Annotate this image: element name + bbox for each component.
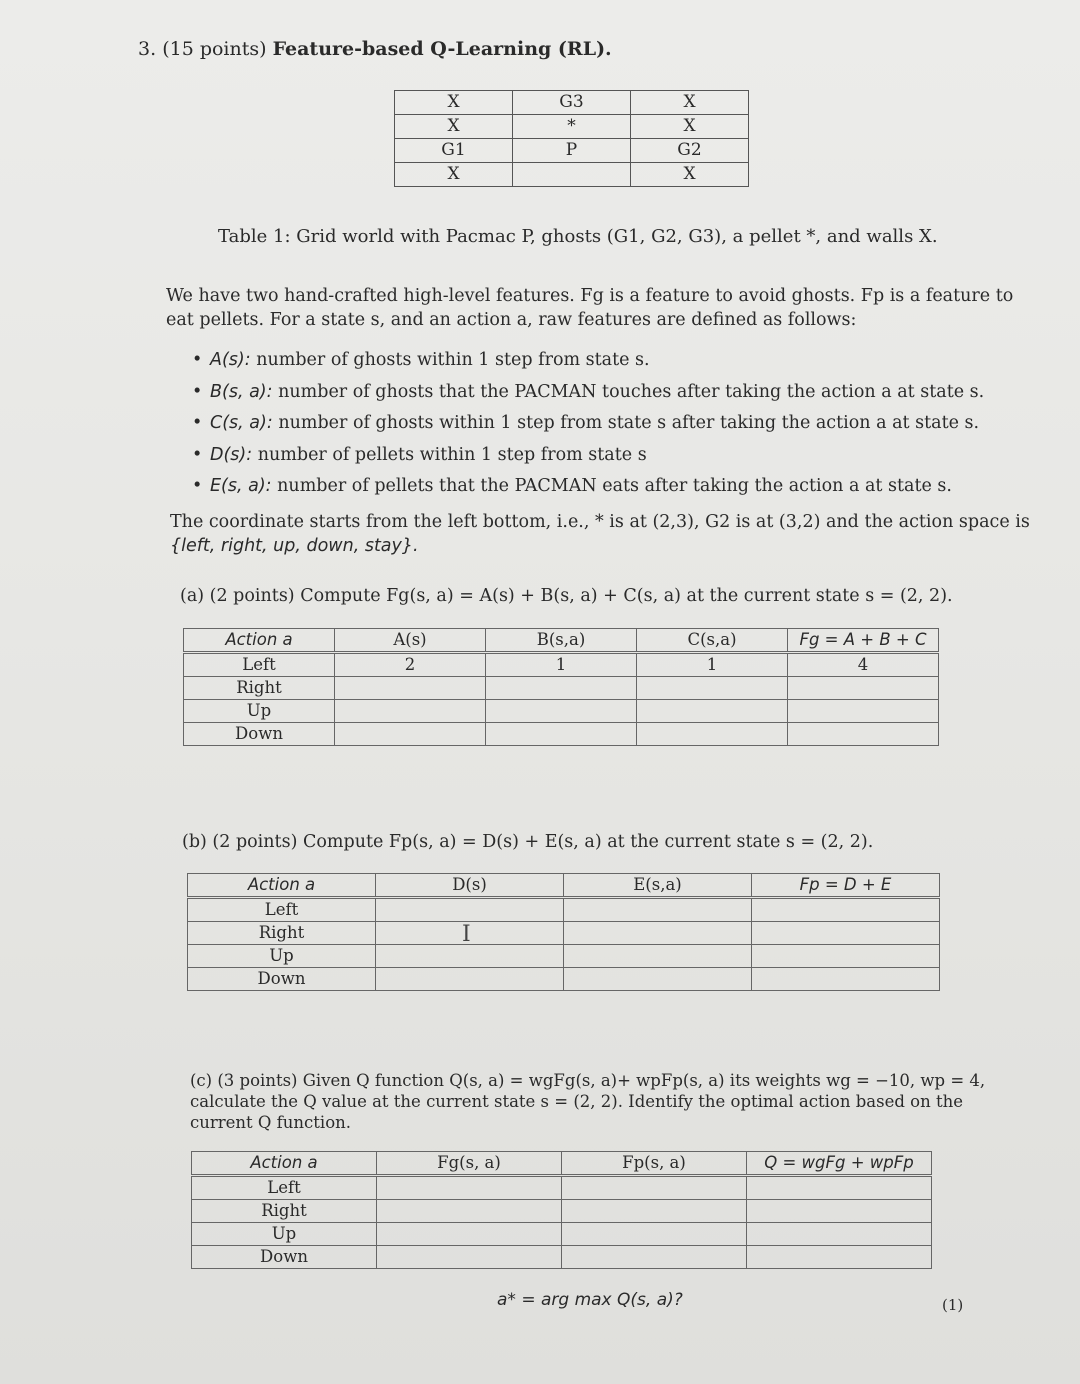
table-row bbox=[188, 945, 940, 968]
answer-cell[interactable] bbox=[376, 968, 564, 991]
table-row bbox=[188, 922, 940, 945]
grid-row bbox=[395, 91, 749, 115]
table-row bbox=[184, 677, 939, 700]
grid-row bbox=[395, 139, 749, 163]
intro-paragraph: We have two hand-crafted high-level features. Fg is a feature to avoid ghosts. Fp is a feature to eat pellets. For a state s, and an action a, raw features are defined as follows: bbox=[166, 286, 1014, 330]
answer-cell[interactable] bbox=[335, 677, 486, 700]
grid-row bbox=[395, 115, 749, 139]
answer-cell[interactable] bbox=[564, 968, 752, 991]
grid-cell: X bbox=[395, 91, 513, 115]
action-label-cell: Left bbox=[188, 898, 376, 922]
answer-cell[interactable] bbox=[637, 677, 788, 700]
column-header: A(s) bbox=[335, 629, 486, 653]
column-header: E(s,a) bbox=[564, 874, 752, 898]
column-header: Q = wgFg + wpFp bbox=[747, 1152, 932, 1176]
feature-item: • C(s, a): number of ghosts within 1 step from state s after taking the action a at state s. bbox=[192, 413, 980, 433]
grid-row bbox=[395, 163, 749, 187]
answer-cell[interactable] bbox=[335, 700, 486, 723]
grid-cell bbox=[513, 163, 631, 187]
grid-cell: X bbox=[631, 91, 749, 115]
table-row bbox=[184, 700, 939, 723]
answer-cell[interactable] bbox=[747, 1246, 932, 1269]
answer-cell[interactable] bbox=[752, 922, 940, 945]
equation-number: (1) bbox=[942, 1296, 964, 1314]
column-header: Fp = D + E bbox=[752, 874, 940, 898]
part-b-header-row bbox=[188, 874, 940, 898]
grid-cell: G1 bbox=[395, 139, 513, 163]
answer-cell[interactable] bbox=[562, 1200, 747, 1223]
part-c-prompt: (c) (3 points) Given Q function Q(s, a) = wgFg(s, a)+ wpFp(s, a) its weights wg = −10, wp = 4, calculate the Q value at the current state s = (2, 2). Identify the optimal action based on the current Q function. bbox=[190, 1071, 986, 1132]
action-label-cell: Right bbox=[188, 922, 376, 945]
feature-item: • A(s): number of ghosts within 1 step from state s. bbox=[192, 350, 650, 370]
action-label-cell: Left bbox=[192, 1176, 377, 1200]
answer-cell[interactable] bbox=[747, 1223, 932, 1246]
answer-cell[interactable] bbox=[486, 723, 637, 746]
answer-cell[interactable] bbox=[752, 968, 940, 991]
answer-cell[interactable] bbox=[377, 1246, 562, 1269]
action-label-cell: Left bbox=[184, 653, 335, 677]
action-label-cell: Down bbox=[184, 723, 335, 746]
answer-cell[interactable] bbox=[564, 922, 752, 945]
part-a-prompt: (a) (2 points) Compute Fg(s, a) = A(s) + B(s, a) + C(s, a) at the current state s = (2, 2). bbox=[180, 586, 953, 606]
part-a-header-row bbox=[184, 629, 939, 653]
answer-cell[interactable] bbox=[562, 1246, 747, 1269]
part-b-table[interactable] bbox=[187, 873, 940, 991]
grid-cell: * bbox=[513, 115, 631, 139]
column-header: Action a bbox=[184, 629, 335, 653]
coordinate-paragraph: The coordinate starts from the left bottom, i.e., * is at (2,3), G2 is at (3,2) and the action space is {left, right, up, down, stay}. bbox=[170, 512, 1030, 556]
part-c-header-row bbox=[192, 1152, 932, 1176]
answer-cell[interactable] bbox=[747, 1200, 932, 1223]
answer-cell[interactable] bbox=[562, 1176, 747, 1200]
text-cursor-icon: I bbox=[462, 922, 471, 947]
feature-list bbox=[192, 345, 1032, 503]
answer-cell[interactable]: 4 bbox=[788, 653, 939, 677]
answer-cell[interactable] bbox=[486, 677, 637, 700]
table-row bbox=[192, 1246, 932, 1269]
answer-cell[interactable] bbox=[377, 1223, 562, 1246]
answer-cell[interactable]: 1 bbox=[637, 653, 788, 677]
part-a-table[interactable] bbox=[183, 628, 939, 746]
answer-cell[interactable] bbox=[752, 945, 940, 968]
answer-cell[interactable] bbox=[637, 700, 788, 723]
table-caption: Table 1: Grid world with Pacmac P, ghosts (G1, G2, G3), a pellet *, and walls X. bbox=[218, 226, 938, 247]
feature-item: • B(s, a): number of ghosts that the PACMAN touches after taking the action a at state s. bbox=[192, 381, 985, 402]
column-header: D(s) bbox=[376, 874, 564, 898]
answer-cell[interactable] bbox=[788, 677, 939, 700]
column-header: Fg(s, a) bbox=[377, 1152, 562, 1176]
table-row bbox=[184, 653, 939, 677]
answer-cell[interactable] bbox=[788, 723, 939, 746]
grid-world-table bbox=[394, 90, 749, 187]
column-header: Fg = A + B + C bbox=[788, 629, 939, 653]
action-label-cell: Up bbox=[192, 1223, 377, 1246]
column-header: Action a bbox=[188, 874, 376, 898]
table-row bbox=[188, 898, 940, 922]
answer-cell[interactable] bbox=[486, 700, 637, 723]
action-label-cell: Right bbox=[184, 677, 335, 700]
answer-cell[interactable]: 1 bbox=[486, 653, 637, 677]
table-row bbox=[184, 723, 939, 746]
grid-cell: X bbox=[631, 115, 749, 139]
column-header: B(s,a) bbox=[486, 629, 637, 653]
answer-cell[interactable] bbox=[788, 700, 939, 723]
action-label-cell: Up bbox=[184, 700, 335, 723]
table-row bbox=[192, 1200, 932, 1223]
answer-cell[interactable] bbox=[377, 1176, 562, 1200]
answer-cell[interactable] bbox=[747, 1176, 932, 1200]
feature-item: • D(s): number of pellets within 1 step from state s bbox=[192, 444, 647, 465]
column-header: Action a bbox=[192, 1152, 377, 1176]
feature-item: • E(s, a): number of pellets that the PACMAN eats after taking the action a at state s. bbox=[192, 476, 952, 496]
answer-cell[interactable] bbox=[637, 723, 788, 746]
part-b-prompt: (b) (2 points) Compute Fp(s, a) = D(s) + E(s, a) at the current state s = (2, 2). bbox=[182, 832, 874, 852]
answer-cell[interactable] bbox=[376, 945, 564, 968]
grid-cell: P bbox=[513, 139, 631, 163]
grid-cell: X bbox=[395, 163, 513, 187]
answer-cell[interactable] bbox=[564, 898, 752, 922]
table-row bbox=[192, 1223, 932, 1246]
answer-cell[interactable] bbox=[376, 898, 564, 922]
action-label-cell: Down bbox=[188, 968, 376, 991]
action-label-cell: Up bbox=[188, 945, 376, 968]
answer-cell[interactable] bbox=[562, 1223, 747, 1246]
table-row bbox=[192, 1176, 932, 1200]
grid-cell: G2 bbox=[631, 139, 749, 163]
grid-cell: X bbox=[395, 115, 513, 139]
argmax-question: a* = arg max Q(s, a)? bbox=[497, 1290, 683, 1310]
grid-cell: G3 bbox=[513, 91, 631, 115]
answer-cell[interactable]: 2 bbox=[335, 653, 486, 677]
answer-cell[interactable] bbox=[564, 945, 752, 968]
column-header: C(s,a) bbox=[637, 629, 788, 653]
action-label-cell: Down bbox=[192, 1246, 377, 1269]
answer-cell[interactable] bbox=[335, 723, 486, 746]
table-row bbox=[188, 968, 940, 991]
answer-cell[interactable] bbox=[377, 1200, 562, 1223]
problem-title: 3. (15 points) Feature-based Q-Learning (RL). bbox=[138, 38, 612, 60]
action-label-cell: Right bbox=[192, 1200, 377, 1223]
grid-cell: X bbox=[631, 163, 749, 187]
part-c-table[interactable] bbox=[191, 1151, 932, 1269]
column-header: Fp(s, a) bbox=[562, 1152, 747, 1176]
answer-cell[interactable] bbox=[752, 898, 940, 922]
